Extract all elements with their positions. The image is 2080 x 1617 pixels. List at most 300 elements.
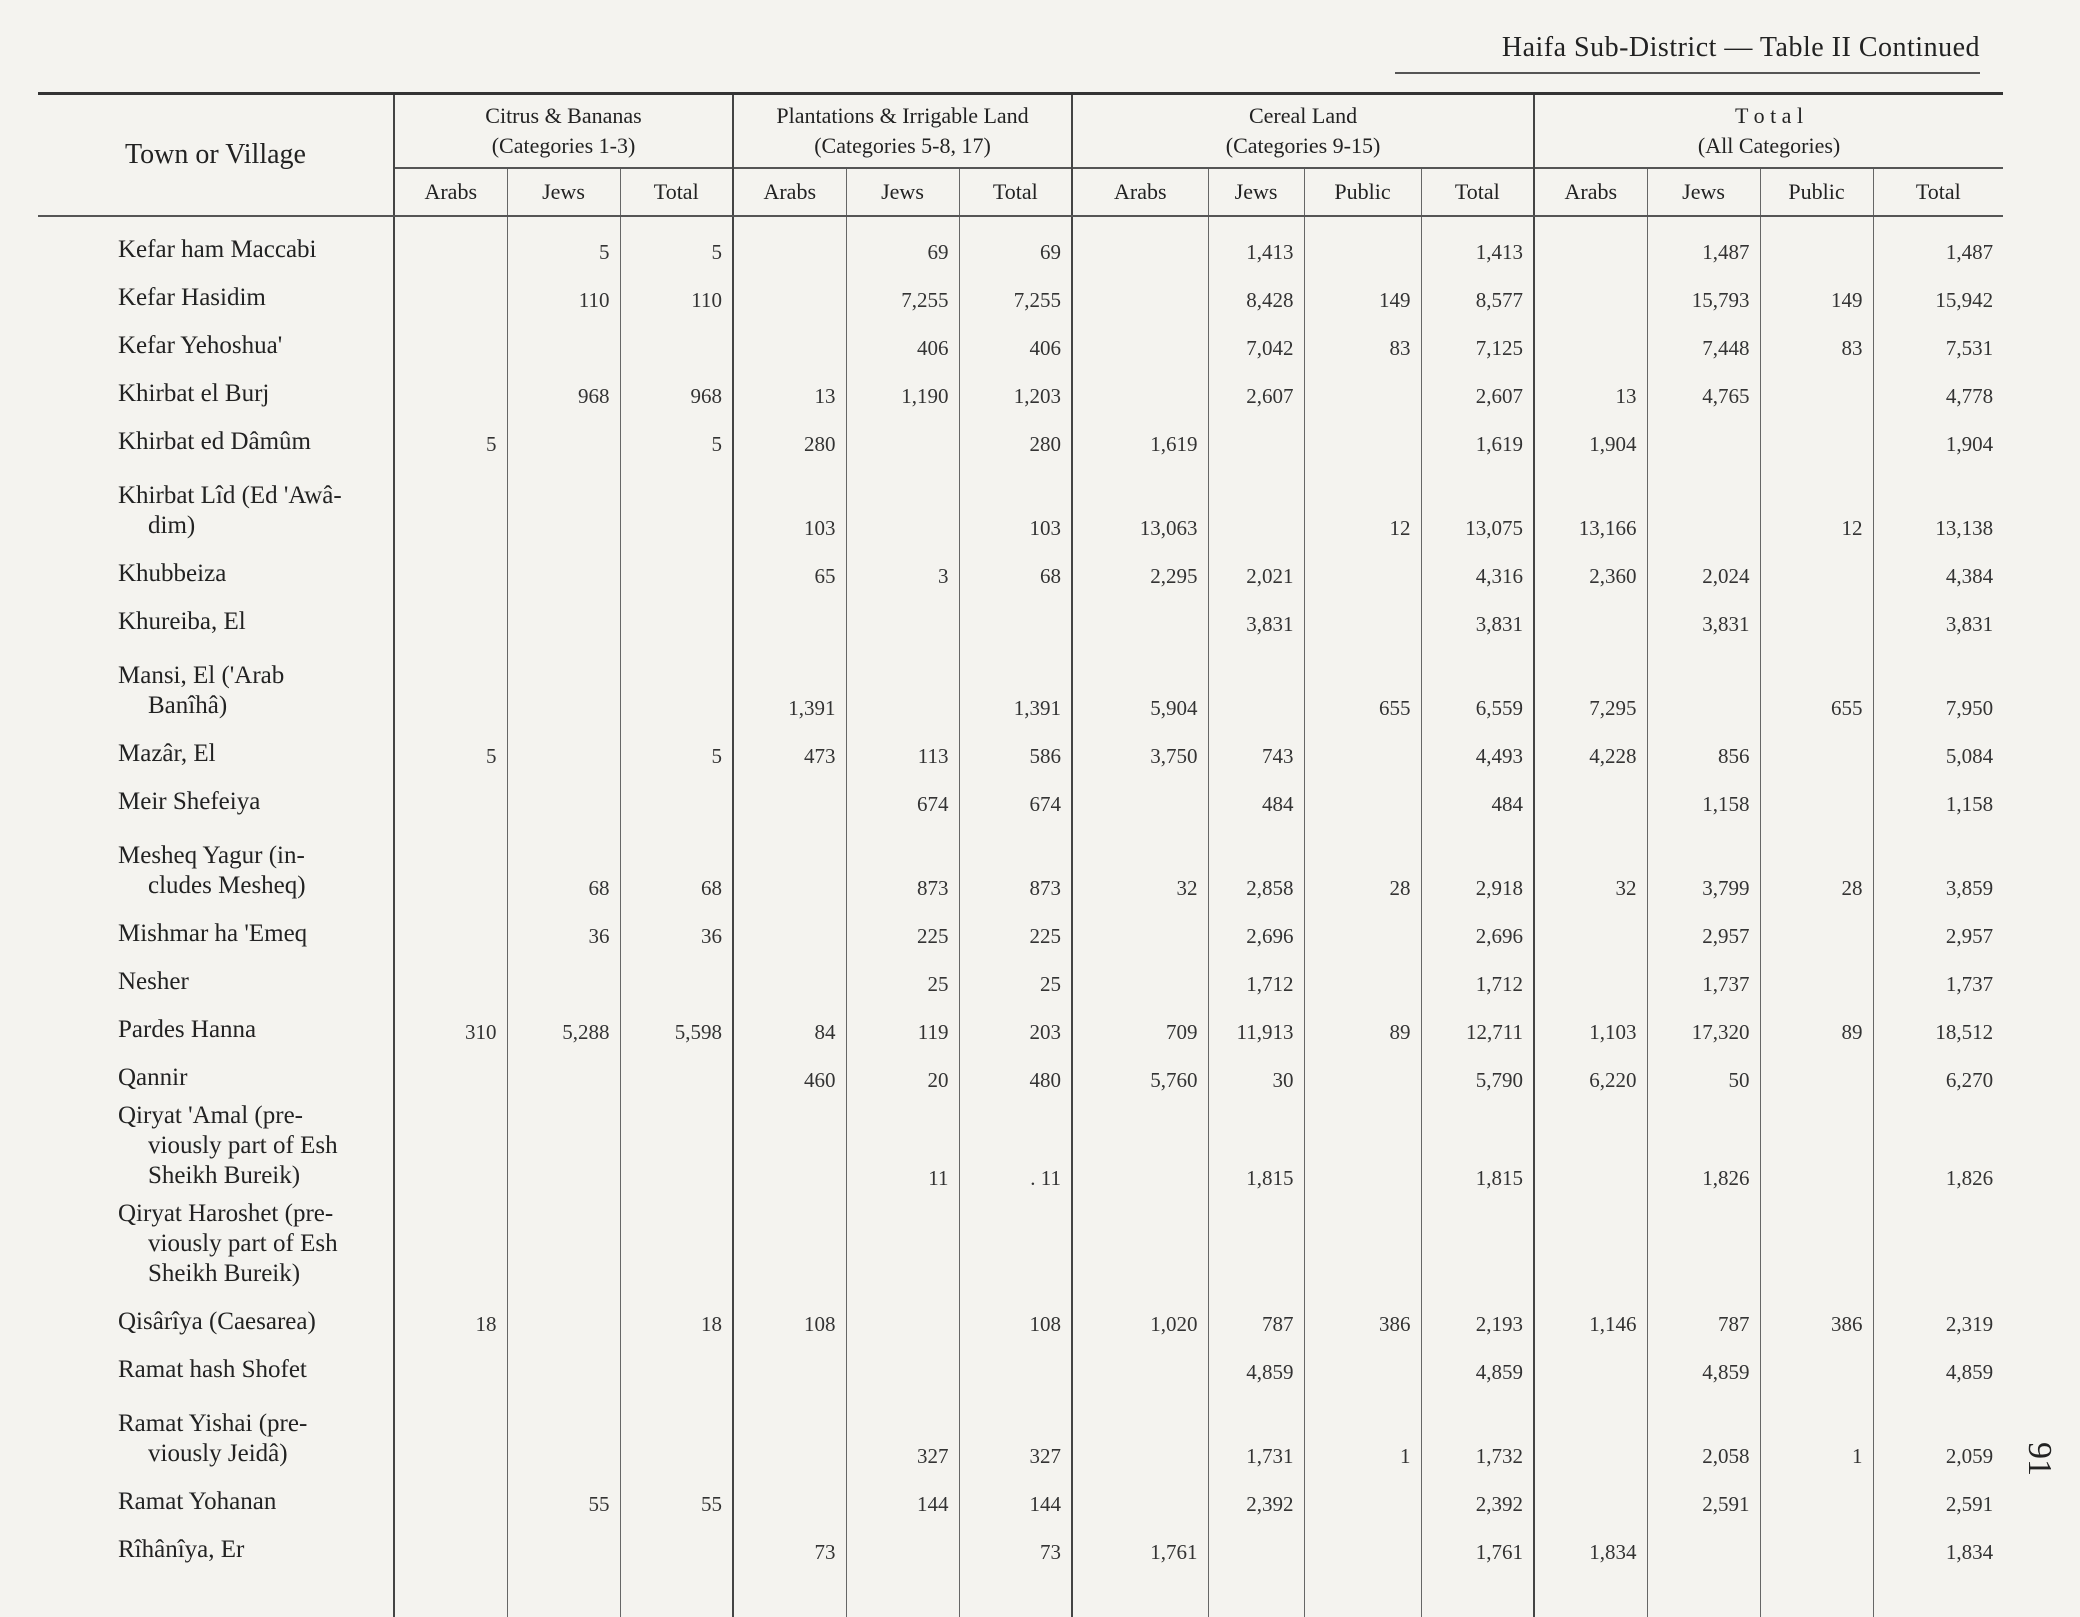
cell-citrus-total: 18 [620,1293,733,1341]
cell-total-jews: 1,826 [1647,1097,1760,1195]
cell-plantations-arabs [733,821,846,905]
cell-total-public: 12 [1760,461,1873,545]
cell-total-public: 386 [1760,1293,1873,1341]
cell-cereal-total: 2,392 [1421,1473,1534,1521]
cell-total-jews: 2,957 [1647,905,1760,953]
group-subtitle: (All Categories) [1697,133,1841,158]
cell-total-arabs: 1,904 [1534,413,1647,461]
cell-total-jews: 17,320 [1647,1001,1760,1049]
cell-plantations-jews: 119 [846,1001,959,1049]
cell-cereal-public: 83 [1304,317,1421,365]
cell-citrus-arabs [394,1097,507,1195]
table-row [38,1001,2003,1049]
town-name-line: Ramat Yishai (pre- [118,1410,308,1437]
cell-total-arabs [1534,317,1647,365]
cell-total-total: 13,138 [1873,461,2003,545]
subheader-citrus-jews: Jews [507,168,620,216]
town-name-line: Qannir [118,1064,188,1091]
cell-citrus-arabs [394,461,507,545]
cell-total-arabs: 4,228 [1534,725,1647,773]
cell-plantations-total: 480 [959,1049,1072,1097]
subheader-cereal-jews: Jews [1208,168,1304,216]
cell-plantations-arabs: 108 [733,1293,846,1341]
cell-plantations-jews [846,593,959,641]
cell-plantations-arabs: 473 [733,725,846,773]
cell-cereal-jews: 484 [1208,773,1304,821]
cell-cereal-arabs: 1,020 [1072,1293,1208,1341]
cell-plantations-jews: 144 [846,1473,959,1521]
spacer-cell [1647,1569,1760,1617]
cell-plantations-jews: 25 [846,953,959,1001]
cell-cereal-total: 2,193 [1421,1293,1534,1341]
cell-cereal-public: 149 [1304,269,1421,317]
cell-total-total: 5,084 [1873,725,2003,773]
cell-total-public: 83 [1760,317,1873,365]
town-name-line: Kefar ham Maccabi [118,236,317,263]
town-name [38,317,394,365]
cell-cereal-public [1304,1521,1421,1569]
table-bottom-space [38,1569,2003,1617]
town-name-line: Pardes Hanna [118,1016,257,1043]
cell-cereal-total: 1,413 [1421,216,1534,269]
cell-citrus-arabs [394,1389,507,1473]
table-row [38,725,2003,773]
cell-total-arabs [1534,773,1647,821]
cell-total-jews: 2,058 [1647,1389,1760,1473]
cell-cereal-total: 4,859 [1421,1341,1534,1389]
group-subtitle: (Categories 1-3) [491,133,636,158]
cell-total-public [1760,1195,1873,1293]
cell-total-total: 2,059 [1873,1389,2003,1473]
cell-citrus-total: 55 [620,1473,733,1521]
cell-plantations-arabs: 460 [733,1049,846,1097]
cell-citrus-jews [507,317,620,365]
cell-cereal-public [1304,1195,1421,1293]
subheader-plantations-arabs: Arabs [733,168,846,216]
cell-total-total: 1,487 [1873,216,2003,269]
cell-plantations-jews: 3 [846,545,959,593]
cell-plantations-jews: 113 [846,725,959,773]
town-name-continuation: Sheikh Bureik) [148,1260,301,1287]
cell-total-total: 15,942 [1873,269,2003,317]
table-row [38,269,2003,317]
cell-plantations-jews [846,461,959,545]
cell-cereal-arabs [1072,773,1208,821]
spacer-cell [38,1569,394,1617]
cell-cereal-total: 1,712 [1421,953,1534,1001]
cell-cereal-total: 13,075 [1421,461,1534,545]
cell-citrus-jews: 5 [507,216,620,269]
cell-total-public: 1 [1760,1389,1873,1473]
cell-cereal-total: 1,732 [1421,1389,1534,1473]
cell-total-arabs: 32 [1534,821,1647,905]
cell-citrus-arabs: 18 [394,1293,507,1341]
cell-total-arabs [1534,1097,1647,1195]
town-name [38,641,394,725]
cell-citrus-jews [507,413,620,461]
town-name [38,461,394,545]
cell-total-total: 2,319 [1873,1293,2003,1341]
town-name [38,905,394,953]
cell-total-public [1760,1521,1873,1569]
cell-cereal-jews: 3,831 [1208,593,1304,641]
cell-citrus-arabs [394,1341,507,1389]
cell-cereal-arabs [1072,905,1208,953]
cell-cereal-public [1304,953,1421,1001]
cell-cereal-public [1304,1097,1421,1195]
cell-total-arabs [1534,1341,1647,1389]
town-name [38,1389,394,1473]
cell-cereal-public [1304,1473,1421,1521]
cell-plantations-total: 73 [959,1521,1072,1569]
town-name [38,773,394,821]
town-name-line: Mesheq Yagur (in- [118,842,305,869]
table-row [38,317,2003,365]
cell-cereal-jews: 2,392 [1208,1473,1304,1521]
cell-plantations-jews: 873 [846,821,959,905]
town-name-continuation: viously part of Esh [148,1230,338,1257]
cell-total-total: 4,859 [1873,1341,2003,1389]
cell-plantations-total: 1,391 [959,641,1072,725]
town-name [38,593,394,641]
cell-citrus-arabs: 5 [394,413,507,461]
cell-cereal-public [1304,1049,1421,1097]
cell-total-jews [1647,641,1760,725]
town-name-continuation: Banîhâ) [148,692,228,719]
cell-cereal-total: 1,761 [1421,1521,1534,1569]
cell-plantations-arabs: 280 [733,413,846,461]
cell-cereal-arabs: 3,750 [1072,725,1208,773]
cell-total-public: 28 [1760,821,1873,905]
cell-cereal-jews: 1,731 [1208,1389,1304,1473]
cell-cereal-total: 1,815 [1421,1097,1534,1195]
spacer-cell [1760,1569,1873,1617]
town-name [38,821,394,905]
cell-citrus-total [620,1341,733,1389]
cell-total-total: 7,950 [1873,641,2003,725]
cell-citrus-arabs [394,641,507,725]
cell-total-total: 4,778 [1873,365,2003,413]
cell-citrus-arabs [394,821,507,905]
table-row [38,1521,2003,1569]
table-row [38,413,2003,461]
cell-plantations-jews [846,641,959,725]
cell-plantations-arabs [733,216,846,269]
cell-citrus-jews [507,1521,620,1569]
group-title: Citrus & Bananas [485,103,642,128]
spacer-cell [394,1569,507,1617]
cell-plantations-arabs: 13 [733,365,846,413]
cell-plantations-total: 586 [959,725,1072,773]
cell-cereal-public: 386 [1304,1293,1421,1341]
table-row [38,593,2003,641]
cell-plantations-jews: 327 [846,1389,959,1473]
town-name-line: Kefar Yehoshua' [118,332,283,359]
cell-plantations-jews: 1,190 [846,365,959,413]
spacer-cell [1208,1569,1304,1617]
table-row [38,1049,2003,1097]
cell-total-total: 2,957 [1873,905,2003,953]
town-name [38,953,394,1001]
cell-total-total: 1,904 [1873,413,2003,461]
cell-cereal-total: 7,125 [1421,317,1534,365]
cell-plantations-arabs [733,1195,846,1293]
town-name [38,269,394,317]
cell-total-total [1873,1195,2003,1293]
cell-citrus-jews: 68 [507,821,620,905]
cell-citrus-total [620,953,733,1001]
cell-citrus-arabs [394,317,507,365]
cell-citrus-jews [507,953,620,1001]
cell-cereal-public: 1 [1304,1389,1421,1473]
land-statistics-table [38,92,2003,1617]
town-column-header: Town or Village [38,94,394,217]
cell-total-jews: 787 [1647,1293,1760,1341]
town-name [38,365,394,413]
town-name-line: Mishmar ha 'Emeq [118,920,308,947]
cell-total-arabs [1534,269,1647,317]
cell-plantations-jews [846,413,959,461]
town-name-line: Khirbat Lîd (Ed 'Awâ- [118,482,342,509]
table-row [38,905,2003,953]
town-name-line: Khirbat el Burj [118,380,270,407]
cell-plantations-total: 103 [959,461,1072,545]
town-name [38,725,394,773]
cell-citrus-arabs [394,1049,507,1097]
cell-total-jews [1647,1195,1760,1293]
cell-plantations-total: 203 [959,1001,1072,1049]
town-name [38,1473,394,1521]
spacer-cell [846,1569,959,1617]
cell-total-public [1760,1049,1873,1097]
town-name [38,413,394,461]
cell-cereal-public [1304,545,1421,593]
cell-cereal-arabs: 2,295 [1072,545,1208,593]
cell-cereal-total: 2,918 [1421,821,1534,905]
cell-citrus-total: 5 [620,413,733,461]
cell-cereal-arabs: 32 [1072,821,1208,905]
cell-plantations-jews: 225 [846,905,959,953]
page-number: 91 [2021,1442,2058,1476]
cell-citrus-total: 36 [620,905,733,953]
table-row [38,1389,2003,1473]
table-row [38,1097,2003,1195]
cell-citrus-arabs [394,545,507,593]
cell-citrus-arabs [394,773,507,821]
header-rule [1395,72,1980,74]
cell-citrus-jews [507,1097,620,1195]
cell-total-public: 149 [1760,269,1873,317]
table-row [38,953,2003,1001]
cell-citrus-arabs [394,1195,507,1293]
group-header-cereal [1072,94,1534,169]
cell-total-total: 3,859 [1873,821,2003,905]
cell-cereal-public: 89 [1304,1001,1421,1049]
cell-citrus-total: 5,598 [620,1001,733,1049]
cell-plantations-arabs [733,773,846,821]
town-name-line: Khubbeiza [118,560,227,587]
cell-citrus-total [620,1049,733,1097]
cell-citrus-jews: 5,288 [507,1001,620,1049]
cell-citrus-jews [507,1341,620,1389]
cell-citrus-arabs [394,216,507,269]
cell-cereal-public [1304,905,1421,953]
cell-total-public [1760,413,1873,461]
cell-cereal-arabs: 709 [1072,1001,1208,1049]
spacer-cell [959,1569,1072,1617]
cell-total-jews: 3,831 [1647,593,1760,641]
cell-total-public [1760,953,1873,1001]
cell-total-public [1760,905,1873,953]
cell-total-public: 89 [1760,1001,1873,1049]
cell-cereal-jews: 743 [1208,725,1304,773]
table-row [38,1195,2003,1293]
cell-total-jews: 7,448 [1647,317,1760,365]
cell-cereal-jews [1208,641,1304,725]
cell-plantations-jews [846,1521,959,1569]
cell-total-total: 7,531 [1873,317,2003,365]
cell-total-jews: 1,158 [1647,773,1760,821]
town-name-line: Ramat Yohanan [118,1488,277,1515]
cell-citrus-total: 5 [620,216,733,269]
group-title: Plantations & Irrigable Land [776,103,1029,128]
cell-citrus-jews: 968 [507,365,620,413]
cell-plantations-arabs [733,317,846,365]
cell-plantations-jews: 69 [846,216,959,269]
cell-total-jews: 2,024 [1647,545,1760,593]
cell-cereal-public [1304,413,1421,461]
cell-cereal-total [1421,1195,1534,1293]
cell-cereal-arabs [1072,216,1208,269]
cell-citrus-total [620,593,733,641]
cell-cereal-arabs [1072,1195,1208,1293]
cell-total-arabs: 1,103 [1534,1001,1647,1049]
cell-citrus-jews [507,461,620,545]
cell-citrus-jews [507,1195,620,1293]
town-name-continuation: cludes Mesheq) [148,872,306,899]
cell-plantations-arabs: 84 [733,1001,846,1049]
cell-cereal-public [1304,725,1421,773]
spacer-cell [1873,1569,2003,1617]
cell-total-jews: 856 [1647,725,1760,773]
cell-cereal-total: 2,696 [1421,905,1534,953]
subheader-total-arabs: Arabs [1534,168,1647,216]
cell-total-jews: 50 [1647,1049,1760,1097]
cell-cereal-jews: 7,042 [1208,317,1304,365]
cell-total-arabs [1534,953,1647,1001]
cell-cereal-arabs: 13,063 [1072,461,1208,545]
town-name-line: Qiryat Haroshet (pre- [118,1200,334,1227]
cell-plantations-arabs [733,1389,846,1473]
cell-total-arabs [1534,905,1647,953]
cell-plantations-arabs [733,905,846,953]
cell-citrus-jews: 55 [507,1473,620,1521]
town-name [38,1293,394,1341]
cell-citrus-arabs [394,269,507,317]
spacer-cell [1304,1569,1421,1617]
cell-total-arabs [1534,216,1647,269]
spacer-cell [620,1569,733,1617]
table-row [38,216,2003,269]
cell-citrus-jews [507,773,620,821]
cell-plantations-total: 68 [959,545,1072,593]
cell-cereal-arabs [1072,317,1208,365]
cell-cereal-total: 484 [1421,773,1534,821]
cell-citrus-arabs [394,593,507,641]
cell-cereal-jews: 2,696 [1208,905,1304,953]
group-header-total [1534,94,2003,169]
cell-citrus-arabs: 5 [394,725,507,773]
spacer-cell [507,1569,620,1617]
cell-plantations-arabs: 103 [733,461,846,545]
cell-total-arabs [1534,1195,1647,1293]
cell-cereal-jews [1208,413,1304,461]
table-row [38,1341,2003,1389]
spacer-cell [1072,1569,1208,1617]
cell-plantations-jews: 11 [846,1097,959,1195]
spacer-cell [733,1569,846,1617]
cell-total-total: 18,512 [1873,1001,2003,1049]
cell-total-public [1760,725,1873,773]
cell-total-arabs: 2,360 [1534,545,1647,593]
cell-cereal-arabs [1072,365,1208,413]
cell-total-jews: 4,765 [1647,365,1760,413]
cell-citrus-total [620,641,733,725]
cell-citrus-total [620,545,733,593]
cell-citrus-total [620,461,733,545]
cell-plantations-arabs [733,1473,846,1521]
cell-cereal-arabs: 1,619 [1072,413,1208,461]
cell-total-total: 1,826 [1873,1097,2003,1195]
table-row [38,773,2003,821]
cell-total-arabs: 13 [1534,365,1647,413]
cell-plantations-arabs [733,593,846,641]
cell-cereal-arabs [1072,1389,1208,1473]
cell-total-jews [1647,1521,1760,1569]
cell-total-jews: 1,487 [1647,216,1760,269]
town-name-line: Khirbat ed Dâmûm [118,428,312,455]
cell-citrus-jews: 110 [507,269,620,317]
cell-total-public [1760,365,1873,413]
cell-total-total: 1,834 [1873,1521,2003,1569]
cell-citrus-total [620,1097,733,1195]
town-name-continuation: viously part of Esh [148,1132,338,1159]
cell-citrus-jews [507,545,620,593]
cell-plantations-jews [846,1195,959,1293]
town-name-continuation: dim) [148,512,196,539]
cell-citrus-arabs [394,1521,507,1569]
spacer-cell [1534,1569,1647,1617]
cell-cereal-arabs: 5,760 [1072,1049,1208,1097]
cell-cereal-jews [1208,1195,1304,1293]
group-header-plantations [733,94,1072,169]
subheader-cereal-total: Total [1421,168,1534,216]
cell-plantations-total: 7,255 [959,269,1072,317]
cell-cereal-arabs [1072,953,1208,1001]
cell-total-total: 2,591 [1873,1473,2003,1521]
cell-cereal-public: 12 [1304,461,1421,545]
group-title: Cereal Land [1248,103,1358,128]
cell-plantations-total: 69 [959,216,1072,269]
cell-cereal-jews [1208,461,1304,545]
cell-cereal-jews: 1,815 [1208,1097,1304,1195]
table-row [38,1293,2003,1341]
cell-cereal-arabs [1072,593,1208,641]
spacer-cell [1421,1569,1534,1617]
town-name [38,216,394,269]
town-name-line: Khureiba, El [118,608,246,635]
cell-total-arabs: 7,295 [1534,641,1647,725]
